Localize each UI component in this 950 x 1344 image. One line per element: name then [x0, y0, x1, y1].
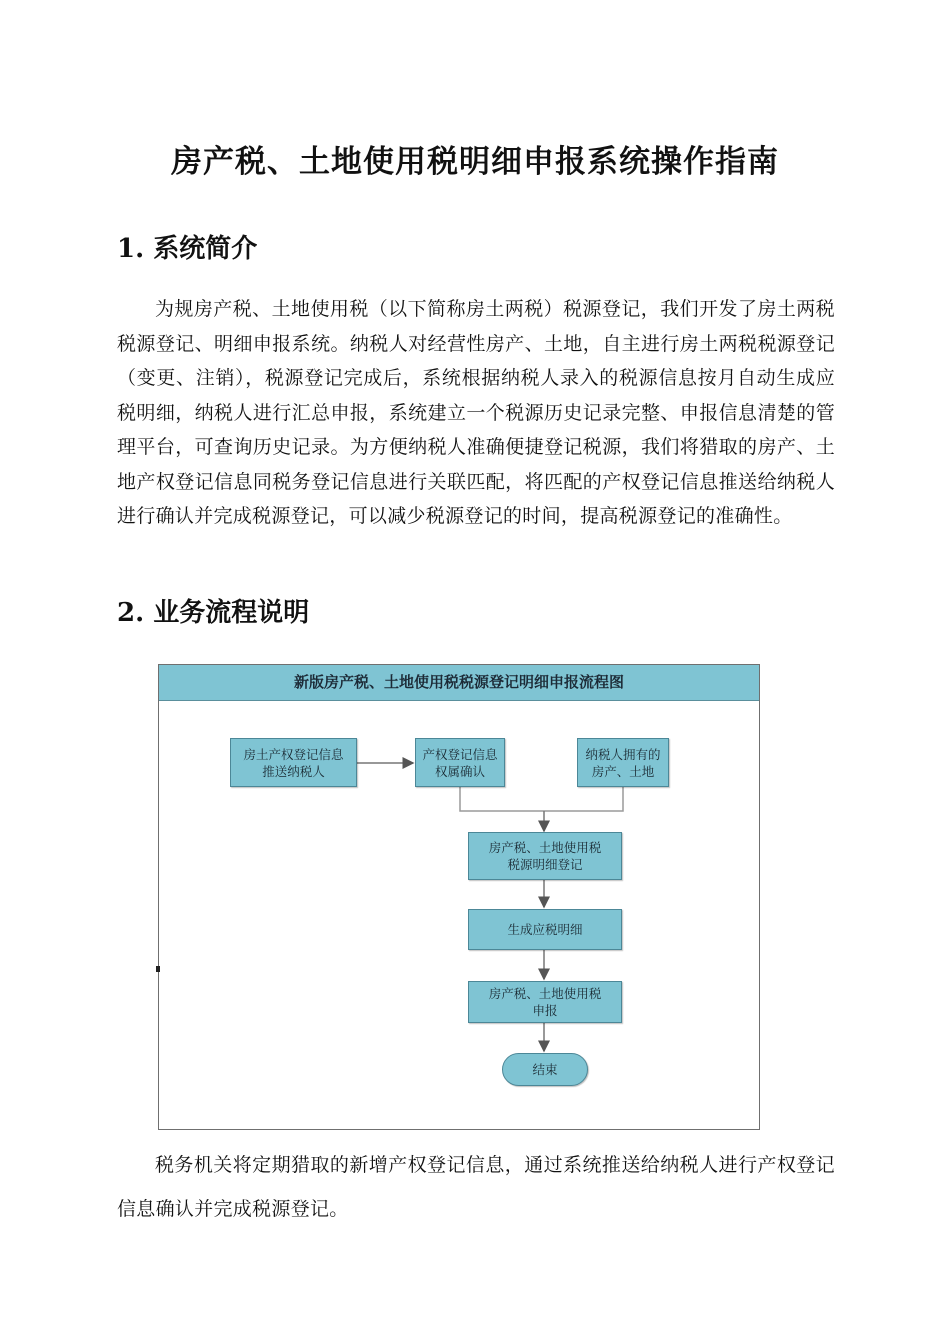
node-tax-declare: 房产税、土地使用税 申报 — [468, 981, 622, 1023]
section-heading-intro: 1. 系统简介 — [117, 234, 258, 264]
node-tax-source-register: 房产税、土地使用税 税源明细登记 — [468, 832, 622, 880]
node-generate-details: 生成应税明细 — [468, 909, 622, 950]
node-end: 结束 — [502, 1053, 588, 1086]
section-heading-process: 2. 业务流程说明 — [117, 598, 310, 628]
frame-handle-left — [156, 966, 160, 972]
document-title: 房产税、土地使用税明细申报系统操作指南 — [171, 144, 779, 180]
node-taxpayer-property: 纳税人拥有的 房产、土地 — [577, 738, 669, 787]
intro-paragraph: 为规房产税、土地使用税（以下简称房土两税）税源登记，我们开发了房土两税税源登记、明细申报系统。纳税人对经营性房产、土地，自主进行房土两税税源登记（变更、注销），税源登记完成后，系统根据纳税人录入的税源信息按月自动生成应税明细，纳税人进行汇总申报，系统建立一个税源历史记录完整、申报信息清楚的管理平台，可查询历史记录。为方便纳税人准确便捷登记税源，我们将猎取的房产、土地产权登记信息同税务登记信息进行关联匹配，将匹配的产权登记信息推送给纳税人进行确认并完成税源登记，可以减少税源登记的时间，提高税源登记的准确性。 — [117, 298, 835, 527]
connector-confirm-merge — [460, 787, 544, 811]
process-flowchart — [158, 664, 760, 1130]
flowchart-title: 新版房产税、土地使用税税源登记明细申报流程图 — [159, 665, 759, 701]
node-ownership-confirm: 产权登记信息 权属确认 — [415, 738, 505, 787]
flowchart-connectors — [159, 665, 759, 1129]
process-paragraph: 税务机关将定期猎取的新增产权登记信息，通过系统推送给纳税人进行产权登记信息确认并完成税源登记。 — [117, 1154, 835, 1220]
connector-owned-merge — [544, 787, 623, 811]
node-push-to-taxpayer: 房土产权登记信息 推送纳税人 — [230, 738, 357, 787]
